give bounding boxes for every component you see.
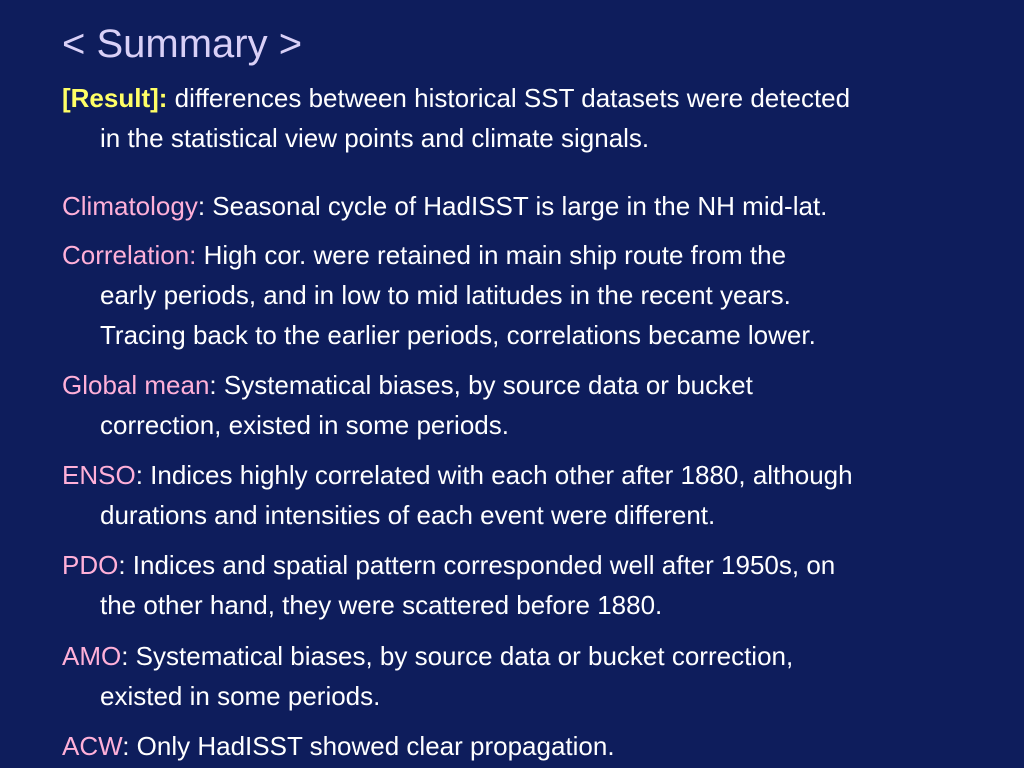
- climatology-line-1: [62, 186, 1012, 226]
- result-line-1: [62, 78, 1012, 118]
- amo-line-1: [62, 636, 1012, 676]
- amo-text-1: : Systematical biases, by source data or bucket correction,: [121, 641, 794, 671]
- climatology-text-1: : Seasonal cycle of HadISST is large in the NH mid-lat.: [197, 191, 828, 221]
- result-label: [Result]:: [62, 83, 168, 113]
- pdo-line-2: the other hand, they were scattered before 1880.: [100, 590, 663, 620]
- correlation-line-3: Tracing back to the earlier periods, correlations became lower.: [100, 320, 816, 350]
- pdo-line-1: [62, 545, 1012, 585]
- item-enso: [62, 455, 1012, 535]
- item-correlation: [62, 235, 1012, 355]
- result-text-1: differences between historical SST datasets were detected: [167, 83, 851, 113]
- correlation-label: Correlation:: [62, 240, 197, 270]
- item-global-mean: [62, 365, 1012, 445]
- global-mean-line-1: [62, 365, 1012, 405]
- climatology-label: Climatology: [62, 191, 198, 221]
- enso-line-1: [62, 455, 1012, 495]
- item-acw: [62, 726, 1012, 766]
- item-climatology: [62, 186, 1012, 226]
- amo-label: AMO: [62, 641, 122, 671]
- pdo-label: PDO: [62, 550, 119, 580]
- correlation-text-1: High cor. were retained in main ship route from the: [196, 240, 787, 270]
- acw-text-1: : Only HadISST showed clear propagation.: [122, 731, 615, 761]
- enso-text-1: : Indices highly correlated with each other after 1880, although: [135, 460, 853, 490]
- pdo-text-1: : Indices and spatial pattern corresponded well after 1950s, on: [118, 550, 836, 580]
- amo-line-2: existed in some periods.: [100, 681, 381, 711]
- correlation-line-2: early periods, and in low to mid latitudes in the recent years.: [100, 280, 791, 310]
- slide-title: < Summary >: [62, 22, 303, 66]
- enso-label: ENSO: [62, 460, 136, 490]
- result-line-2: in the statistical view points and climate signals.: [100, 123, 650, 153]
- global-mean-label: Global mean: [62, 370, 210, 400]
- enso-line-2: durations and intensities of each event were different.: [100, 500, 716, 530]
- item-amo: [62, 636, 1012, 716]
- global-mean-text-1: : Systematical biases, by source data or bucket: [209, 370, 753, 400]
- item-pdo: [62, 545, 1012, 625]
- acw-line-1: [62, 726, 1012, 766]
- global-mean-line-2: correction, existed in some periods.: [100, 410, 509, 440]
- result-paragraph: [62, 78, 1012, 158]
- acw-label: ACW: [62, 731, 123, 761]
- correlation-line-1: [62, 235, 1012, 275]
